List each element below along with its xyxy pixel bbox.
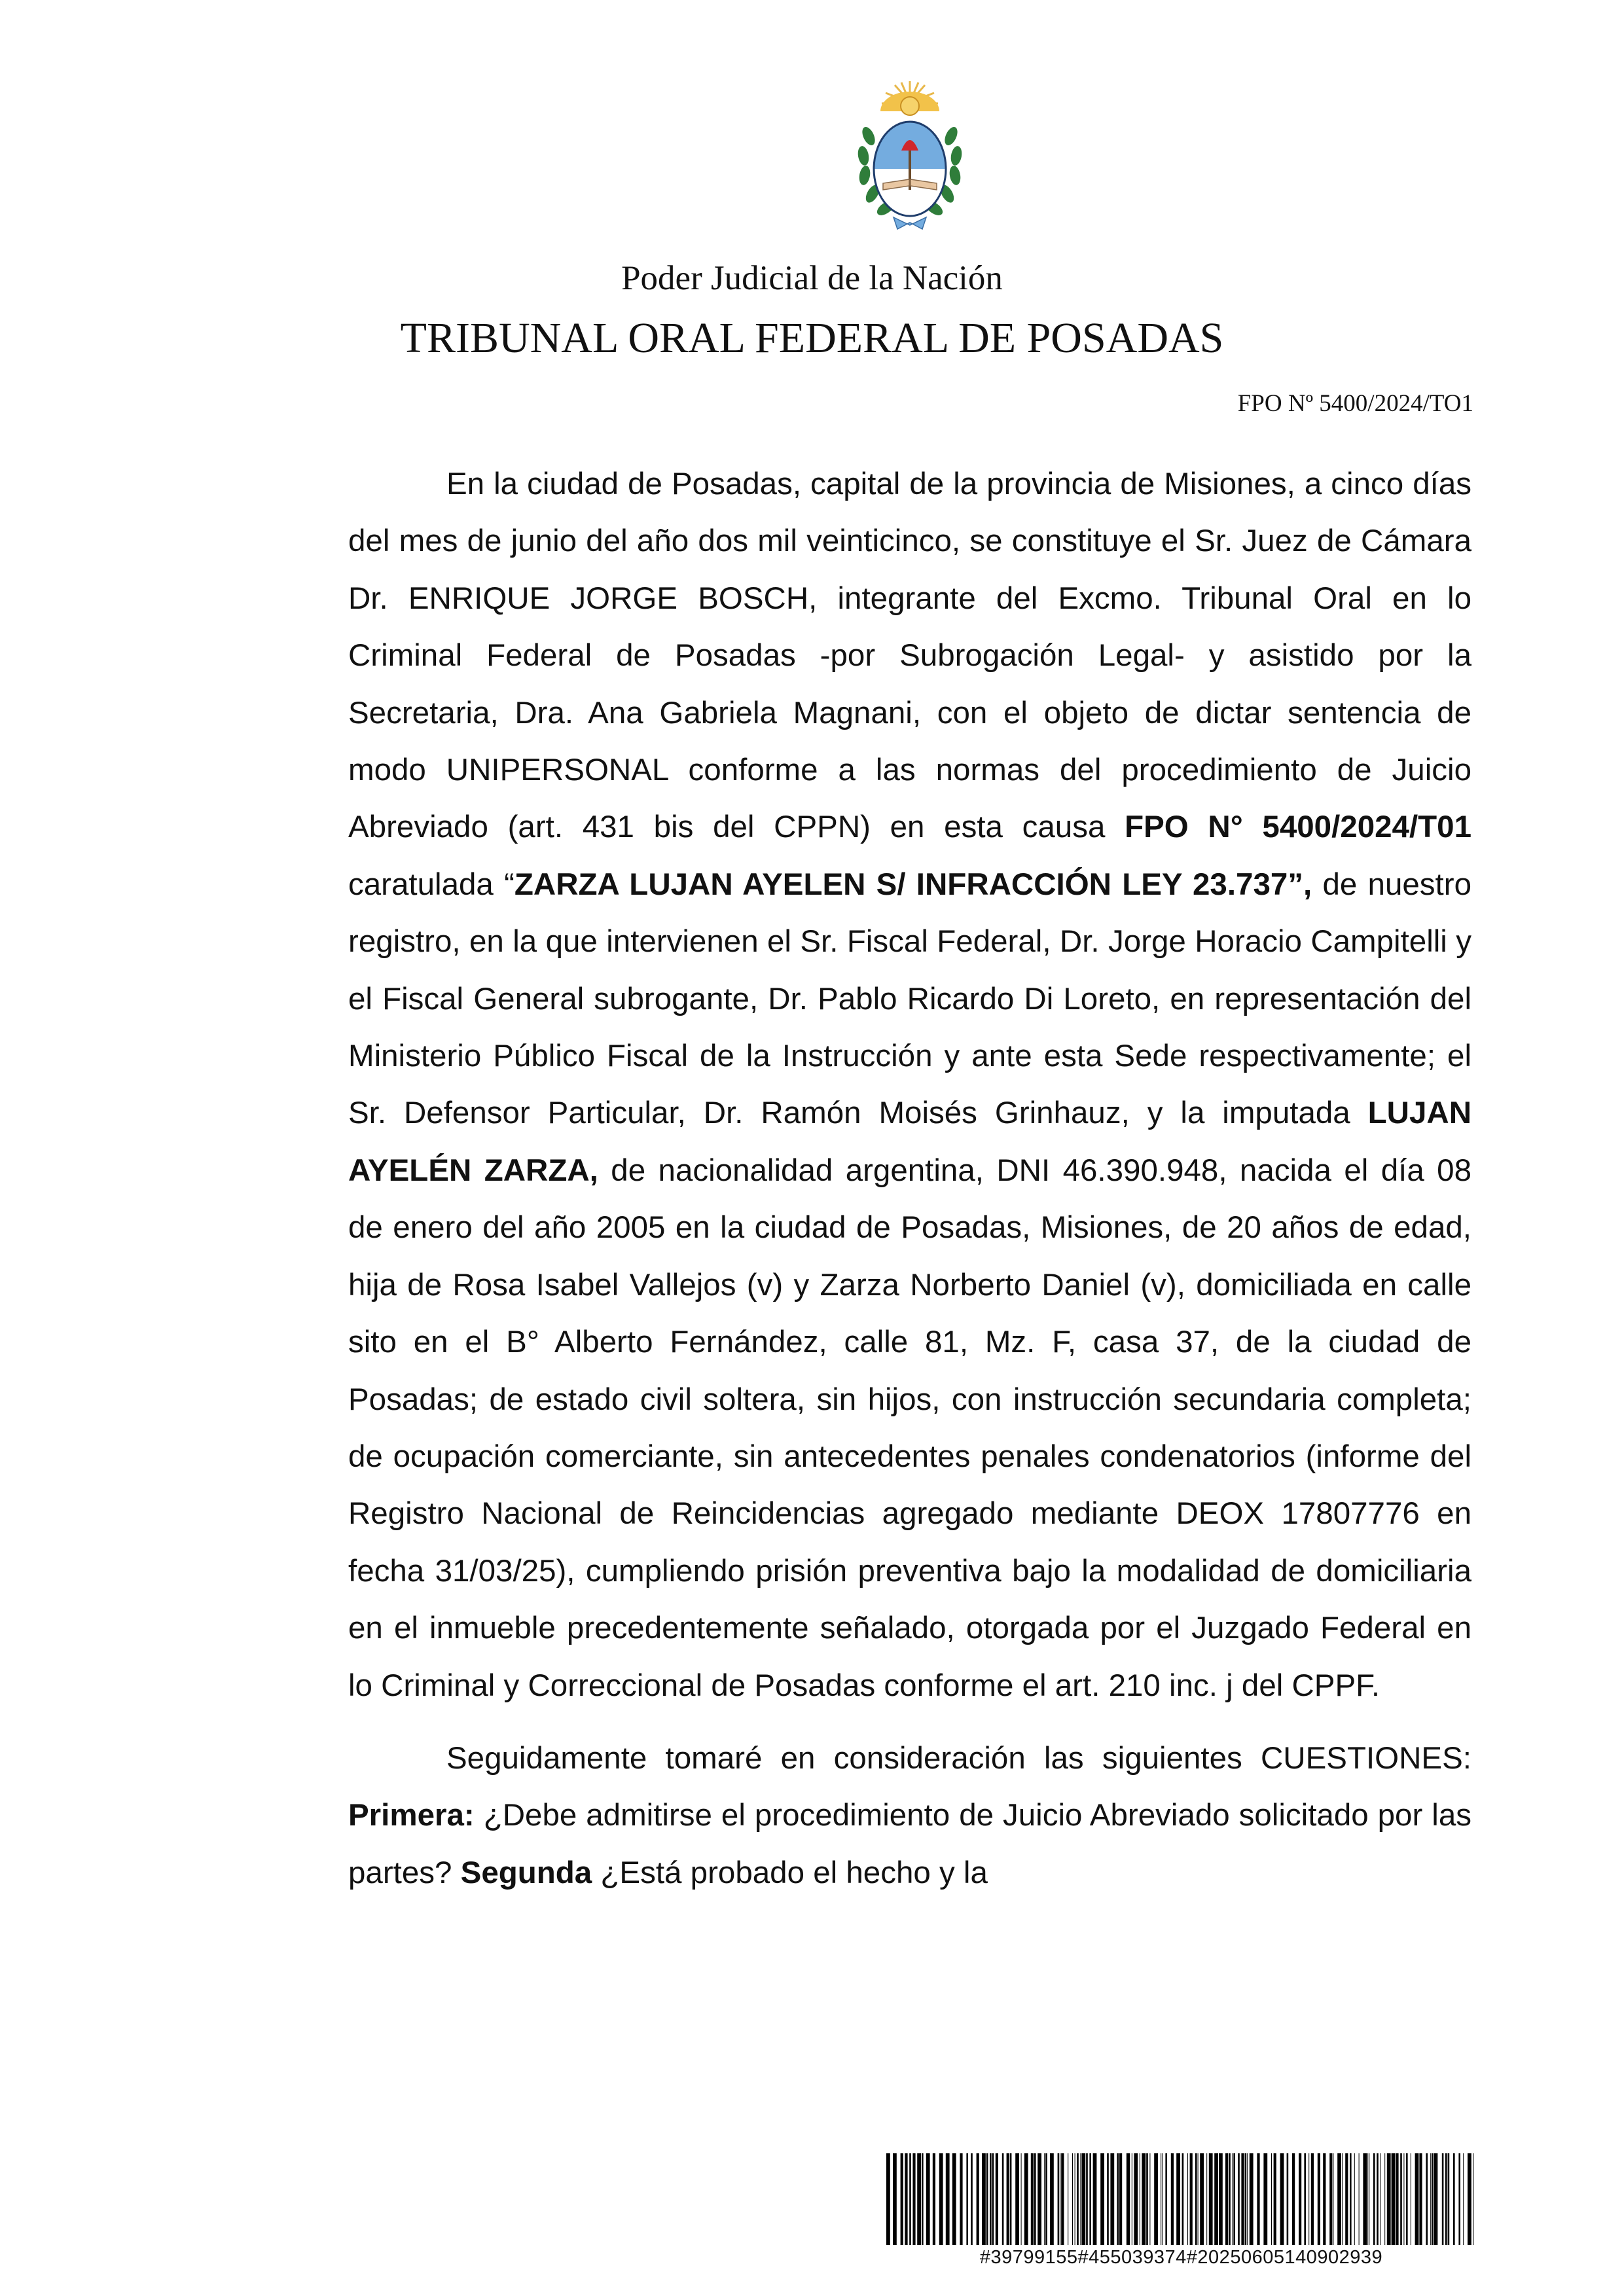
paragraph-1 [348,456,1471,1714]
document-body [348,456,1471,1901]
p2-text-2: ¿Debe admitirse el procedimiento de Juicio Abreviado solicitado por las partes? [348,1798,1471,1890]
p1-text-2: caratulada “ [348,867,514,902]
p2-text-1: Seguidamente tomaré en consideración las siguientes CUESTIONES: [446,1740,1471,1776]
p1-text-4: de nacionalidad argentina, DNI 46.390.948, nacida el día 08 de enero del año 2005 en la ciudad de Posadas, Misiones, de 20 años de edad, hija de Rosa Isabel Vallejos (v) y Zarza Norberto Daniel (v), domiciliada en calle sito en el B° Alberto Fernández, calle 81, Mz. F, casa 37, de la ciudad de Posadas; de estado civil soltera, sin hijos, con instrucción secundaria completa; de ocupación comerciante, sin antecedentes penales condenatorios (informe del Registro Nacional de Reincidencias agregado mediante DEOX 17807776 en fecha 31/03/25), cumpliendo prisión preventiva bajo la modalidad de domiciliaria en el inmueble precedentemente señalado, otorgada por el Juzgado Federal en lo Criminal y Correccional de Posadas conforme el art. 210 inc. j del CPPF. [348,1153,1471,1703]
p2-question-first: Primera: [348,1798,475,1833]
barcode-bars-icon [885,2153,1477,2245]
p2-question-second: Segunda [460,1855,592,1890]
p2-text-3: ¿Está probado el hecho y la [592,1855,988,1890]
coat-of-arms-icon [854,77,965,234]
paragraph-2 [348,1730,1471,1901]
barcode [885,2153,1477,2270]
court-name-line1: Poder Judicial de la Nación [621,259,1003,297]
p1-defendant-name: LUJAN AYELÉN ZARZA, [348,1096,1471,1188]
p1-text-1: En la ciudad de Posadas, capital de la provincia de Misiones, a cinco días del mes de junio del año dos mil veinticinco, se constituye el Sr. Juez de Cámara Dr. ENRIQUE JORGE BOSCH, integrante del Excmo. Tribunal Oral en lo Criminal Federal de Posadas -por Subrogación Legal- y asistido por la Secretaria, Dra. Ana Gabriela Magnani, con el objeto de dictar sentencia de modo UNIPERSONAL conforme a las normas del procedimiento de Juicio Abreviado (art. 431 bis del CPPN) en esta causa [348,467,1471,845]
case-reference: FPO Nº 5400/2024/TO1 [1237,390,1473,417]
p1-text-3: de nuestro registro, en la que intervienen el Sr. Fiscal Federal, Dr. Jorge Horacio Campitelli y el Fiscal General subrogante, Dr. Pablo Ricardo Di Loreto, en representación del Ministerio Público Fiscal de la Instrucción y ante esta Sede respectivamente; el Sr. Defensor Particular, Dr. Ramón Moisés Grinhauz, y la imputada [348,867,1471,1131]
p1-case-number: FPO N° 5400/2024/T01 [1125,810,1472,845]
p1-case-title: ZARZA LUJAN AYELEN S/ INFRACCIÓN LEY 23.737”, [514,867,1312,902]
court-name-line2: TRIBUNAL ORAL FEDERAL DE POSADAS [400,314,1224,362]
barcode-number: #39799155#455039374#20250605140902939 [979,2247,1383,2268]
